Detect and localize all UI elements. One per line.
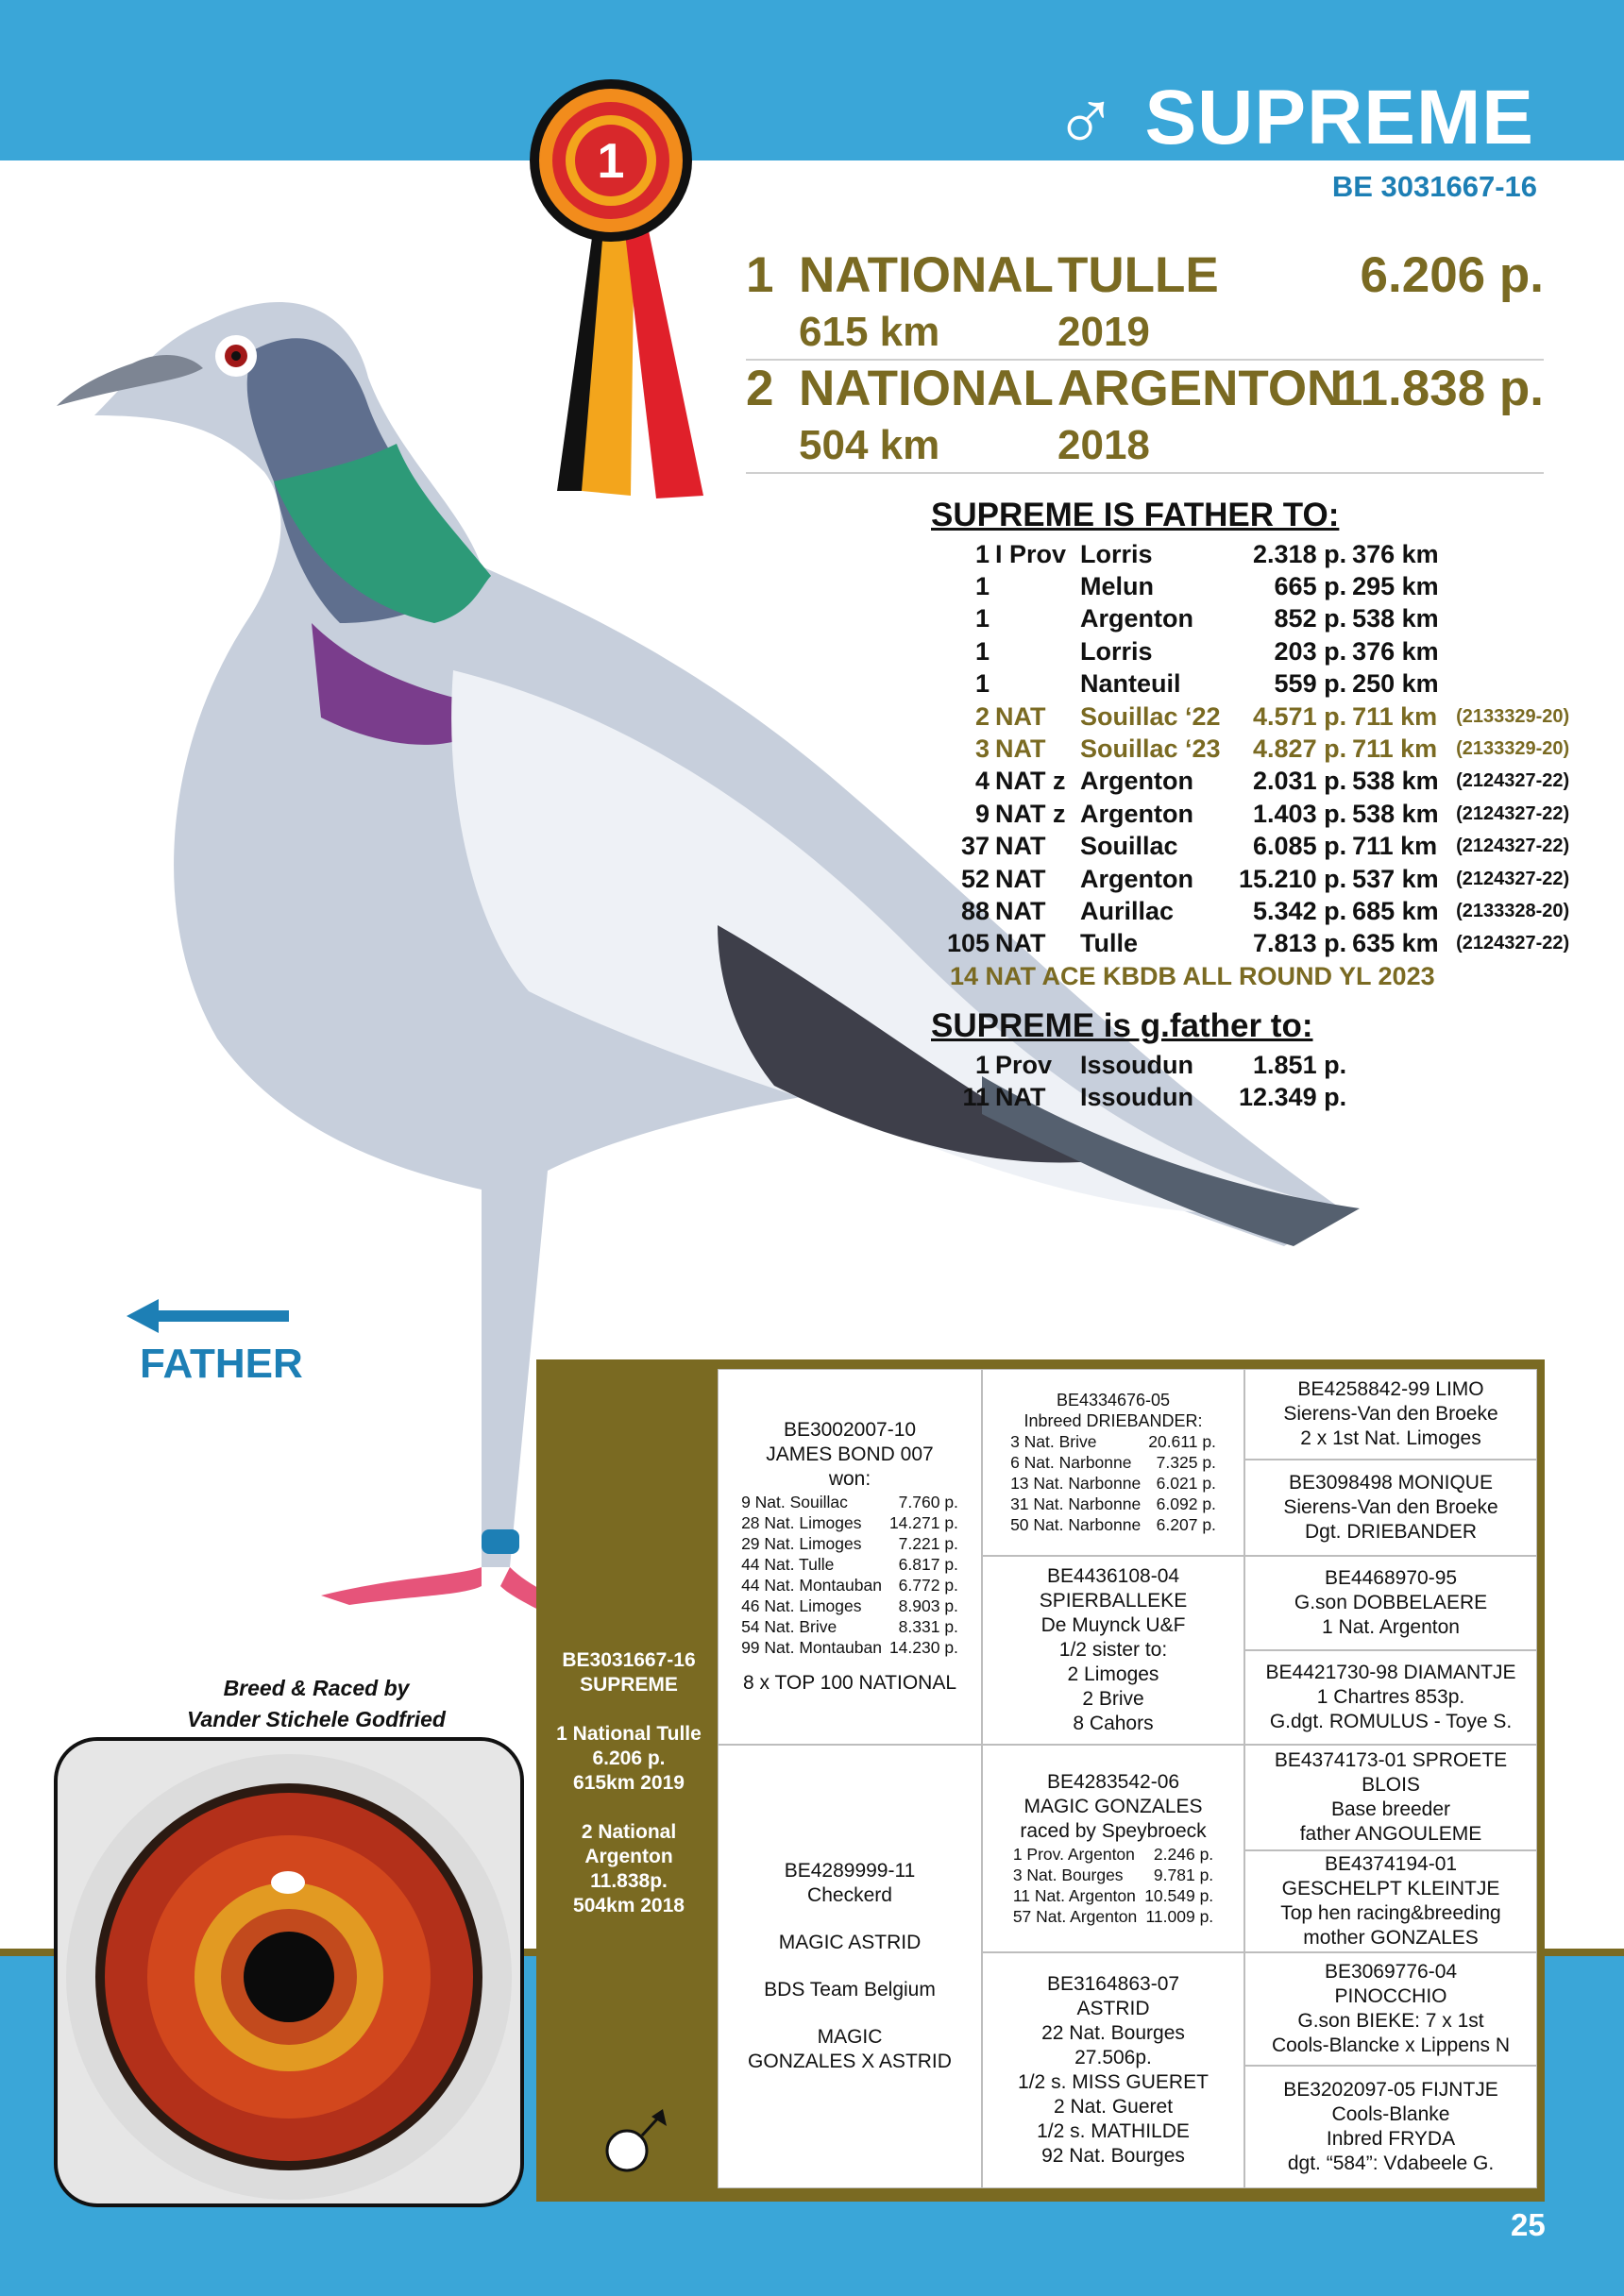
result-rank: 37 xyxy=(960,832,990,861)
pedigree-line: Dgt. DRIEBANDER xyxy=(1304,1521,1478,1543)
pedigree-result-race: 29 Nat. Limoges xyxy=(741,1534,862,1553)
pedigree-result-points: 8.903 p. xyxy=(898,1596,958,1615)
result-ring xyxy=(1456,570,1575,602)
subject-line xyxy=(546,1796,712,1820)
pedigree-line: De Muynck U&F xyxy=(1040,1614,1186,1636)
male-icon xyxy=(604,2103,670,2173)
gfather-rank: 1 xyxy=(974,1050,990,1079)
result-row xyxy=(944,603,1575,635)
pedigree-result-race: 54 Nat. Brive xyxy=(741,1617,837,1636)
result-rank: 1 xyxy=(974,636,990,666)
result-points: 4.571 p. xyxy=(1253,701,1347,731)
result-km: 250 km xyxy=(1352,669,1439,699)
pedigree-line: MAGIC ASTRID xyxy=(778,1932,922,1953)
gfather-rank: 11 xyxy=(962,1083,990,1112)
pedigree-result-points: 14.271 p. xyxy=(888,1513,958,1532)
result-rank: 2 xyxy=(974,701,990,731)
pedigree-line: G.son BIEKE: 7 x 1st xyxy=(1297,2010,1484,2032)
eye-image xyxy=(58,1741,520,2203)
pedigree-line: 92 Nat. Bourges xyxy=(1041,2145,1185,2167)
pedigree-sire-sire: BE4334676-05 Inbreed DRIEBANDER: 3 Nat. Brive 20.611 p. 6 Nat. Narbonne 7.325 p. 13 Nat. Narbonne 6.021 p. 31 Nat. Narbonne 6.092 p. 50 Nat. Narbonne 6.207 p. xyxy=(982,1369,1244,1556)
male-symbol-icon: ♂ xyxy=(1053,70,1119,166)
pedigree-line: ASTRID xyxy=(1076,1998,1150,2019)
pedigree-result-race: 9 Nat. Souillac xyxy=(741,1493,848,1511)
result-points: 15.210 p. xyxy=(1239,864,1347,893)
result-points: 665 p. xyxy=(1274,572,1347,601)
pedigree-line: mother GONZALES xyxy=(1303,1927,1479,1949)
result-ring: (2124327-22) xyxy=(1456,770,1570,792)
result-ring: (2133329-20) xyxy=(1456,705,1570,727)
pedigree-line: MAGIC xyxy=(817,2026,883,2048)
result-ring: (2124327-22) xyxy=(1456,802,1570,824)
pedigree-line: BE4468970-95 xyxy=(1324,1567,1458,1589)
result-row xyxy=(944,733,1575,765)
result-row xyxy=(944,928,1575,960)
pedigree-line: Cools-Blancke x Lippens N xyxy=(1271,2034,1511,2056)
subject-line: 615km 2019 xyxy=(573,1772,685,1794)
pedigree-result-points: 6.092 p. xyxy=(1156,1494,1216,1513)
gfather-race: Issoudun xyxy=(1080,1083,1193,1112)
highlight-row-2: 2 NATIONAL ARGENTON 11.838 p. xyxy=(746,361,1544,416)
subject-line: BE3031667-16 xyxy=(562,1649,696,1671)
pedigree-line: 22 Nat. Bourges xyxy=(1041,2022,1185,2044)
pedigree-result-points: 10.549 p. xyxy=(1144,1886,1214,1905)
result-km: 537 km xyxy=(1352,864,1439,893)
result-row xyxy=(944,895,1575,927)
pedigree-line: Inbred FRYDA xyxy=(1326,2128,1456,2150)
gfather-row xyxy=(944,1081,1352,1113)
result-race: Aurillac xyxy=(1080,896,1175,925)
highlight-row-1: 1 NATIONAL TULLE 6.206 p. xyxy=(746,247,1544,303)
result-points: 2.318 p. xyxy=(1253,539,1347,568)
gfather-points: 12.349 p. xyxy=(1239,1083,1347,1112)
pedigree-result-points: 2.246 p. xyxy=(1153,1845,1214,1864)
pedigree-sss xyxy=(1244,1369,1537,1460)
result-ring: (2124327-22) xyxy=(1456,933,1570,954)
result-points: 2.031 p. xyxy=(1253,767,1347,796)
subject-line: 2 National xyxy=(581,1821,677,1843)
pedigree-line: Sierens-Van den Broeke xyxy=(1283,1496,1498,1518)
result-rank: 1 xyxy=(974,669,990,699)
pedigree-line: BE3164863-07 xyxy=(1046,1973,1180,1995)
pedigree-result-points: 14.230 p. xyxy=(888,1638,958,1657)
pedigree-result-row xyxy=(1007,1452,1220,1473)
result-race: Argenton xyxy=(1080,767,1193,796)
pedigree-result-race: 6 Nat. Narbonne xyxy=(1010,1453,1132,1472)
pedigree-line: Base breeder xyxy=(1330,1798,1451,1820)
pedigree-result-race: 50 Nat. Narbonne xyxy=(1010,1515,1142,1534)
result-level: NAT z xyxy=(995,799,1066,828)
sire-results xyxy=(737,1492,962,1658)
pedigree-result-points: 6.207 p. xyxy=(1156,1515,1216,1534)
result-race: Argenton xyxy=(1080,604,1193,633)
result-race: Souillac xyxy=(1080,832,1178,861)
pedigree-result-race: 99 Nat. Montauban xyxy=(741,1638,882,1657)
pedigree-line: G.son DOBBELAERE xyxy=(1294,1592,1488,1613)
result-km: 376 km xyxy=(1352,539,1439,568)
pedigree-result-points: 7.221 p. xyxy=(898,1534,958,1553)
result-ring xyxy=(1456,538,1575,570)
result-row xyxy=(944,538,1575,570)
pedigree-ddd xyxy=(1244,2066,1537,2188)
pedigree-line: GESCHELPT KLEINTJE xyxy=(1281,1878,1500,1899)
pedigree-line: 1/2 sister to: xyxy=(1058,1639,1168,1661)
pedigree-result-race: 3 Nat. Brive xyxy=(1010,1432,1097,1451)
result-level: NAT xyxy=(995,929,1046,958)
pedigree-result-race: 46 Nat. Limoges xyxy=(741,1596,862,1615)
result-ring xyxy=(1456,668,1575,701)
father-heading: SUPREME IS FATHER TO: xyxy=(931,497,1340,533)
result-level: NAT xyxy=(995,832,1046,861)
pedigree-line: BE4258842-99 LIMO xyxy=(1297,1378,1484,1400)
result-race: Lorris xyxy=(1080,636,1153,666)
subject-line: SUPREME xyxy=(580,1674,678,1696)
subject-line xyxy=(546,1697,712,1722)
pedigree-result-row xyxy=(1007,1473,1220,1494)
pedigree-ssd xyxy=(1244,1460,1537,1556)
result-row xyxy=(944,570,1575,602)
result-rank: 1 xyxy=(974,572,990,601)
pedigree-line: 27.506p. xyxy=(1074,2047,1152,2068)
subject-line: 1 National Tulle xyxy=(556,1723,702,1745)
result-level: NAT xyxy=(995,864,1046,893)
pedigree-result-row xyxy=(1007,1431,1220,1452)
pedigree-line: BDS Team Belgium xyxy=(764,1979,936,2001)
result-points: 203 p. xyxy=(1274,636,1347,666)
result-race: Argenton xyxy=(1080,799,1193,828)
pedigree-result-points: 8.331 p. xyxy=(898,1617,958,1636)
pedigree-dss xyxy=(1244,1745,1537,1850)
pedigree-dam xyxy=(718,1745,982,2188)
result-level: I Prov xyxy=(995,539,1067,568)
pedigree-result-row xyxy=(737,1492,962,1512)
pedigree-result-row xyxy=(737,1554,962,1575)
gfather-points: 1.851 p. xyxy=(1253,1050,1347,1079)
pedigree-dds xyxy=(1244,1952,1537,2066)
result-ring: (2124327-22) xyxy=(1456,836,1570,857)
pedigree-sire-dam xyxy=(982,1556,1244,1745)
pedigree-line: Cools-Blanke xyxy=(1331,2103,1450,2125)
pedigree-line: BE3098498 MONIQUE xyxy=(1289,1472,1493,1494)
pedigree-result-race: 44 Nat. Montauban xyxy=(741,1576,882,1595)
subject-line: 11.838p. xyxy=(590,1870,668,1892)
highlight-row-2-detail: 504 km 2018 xyxy=(799,422,1150,468)
result-level: NAT xyxy=(995,734,1046,764)
result-race: Argenton xyxy=(1080,864,1193,893)
subject-line: 6.206 p. xyxy=(592,1747,666,1769)
pedigree-sds xyxy=(1244,1556,1537,1650)
result-points: 852 p. xyxy=(1274,604,1347,633)
pedigree-result-row xyxy=(737,1616,962,1637)
eye-photo xyxy=(54,1737,524,2207)
result-points: 559 p. xyxy=(1274,669,1347,699)
result-km: 538 km xyxy=(1352,767,1439,796)
pedigree-result-row xyxy=(737,1595,962,1616)
result-km: 711 km xyxy=(1352,734,1438,764)
result-level xyxy=(995,570,1080,602)
pedigree-result-race: 44 Nat. Tulle xyxy=(741,1555,835,1574)
result-rank: 88 xyxy=(960,896,990,925)
pedigree-sire: BE3002007-10 JAMES BOND 007 won: 9 Nat. Souillac 7.760 p. 28 Nat. Limoges 14.271 p. 29 Nat. Limoges 7.221 p. 44 Nat. Tulle 6.817 p. 44 Nat. Montauban 6.772 p. 46 Nat. Limoges 8.903 p. 54 Nat. Brive 8.331 p. 99 Nat. Montauban 14.230 p. 8 x TOP 100 NATIONAL xyxy=(718,1369,982,1745)
result-race: Melun xyxy=(1080,572,1154,601)
pedigree-result-race: 11 Nat. Argenton xyxy=(1012,1886,1136,1905)
subject-line: Argenton xyxy=(584,1846,673,1867)
result-km: 538 km xyxy=(1352,799,1439,828)
result-km: 538 km xyxy=(1352,604,1439,633)
result-level xyxy=(995,635,1080,667)
pedigree-result-race: 31 Nat. Narbonne xyxy=(1010,1494,1142,1513)
gfather-level: Prov xyxy=(995,1050,1053,1079)
pedigree-line: BE4421730-98 DIAMANTJE xyxy=(1265,1662,1516,1683)
pedigree-result-race: 1 Prov. Argenton xyxy=(1012,1845,1135,1864)
gfather-row xyxy=(944,1049,1352,1081)
result-level: NAT z xyxy=(995,767,1066,796)
pedigree-result-race: 57 Nat. Argenton xyxy=(1012,1907,1138,1926)
result-km: 635 km xyxy=(1352,929,1439,958)
pedigree-line: BE4436108-04 xyxy=(1046,1565,1180,1587)
pedigree-result-row xyxy=(737,1533,962,1554)
pedigree-result-row xyxy=(1009,1906,1217,1927)
result-km: 711 km xyxy=(1352,701,1438,731)
result-rank: 52 xyxy=(960,864,990,893)
pedigree-result-race: 3 Nat. Bourges xyxy=(1012,1866,1124,1884)
pedigree-result-row xyxy=(1007,1494,1220,1514)
pedigree-line: BE4374173-01 SPROETE BLOIS xyxy=(1274,1749,1508,1796)
left-arrow-icon xyxy=(127,1299,293,1333)
ace-line: 14 NAT ACE KBDB ALL ROUND YL 2023 xyxy=(950,962,1435,991)
gfather-heading: SUPREME is g.father to: xyxy=(931,1007,1313,1045)
result-level xyxy=(995,668,1080,701)
pedigree-result-points: 20.611 p. xyxy=(1148,1432,1216,1451)
result-points: 1.403 p. xyxy=(1253,799,1347,828)
pedigree-result-race: 13 Nat. Narbonne xyxy=(1010,1474,1142,1493)
result-points: 6.085 p. xyxy=(1253,832,1347,861)
pedigree-sdd xyxy=(1244,1650,1537,1745)
pedigree-chart xyxy=(718,1369,1537,2188)
result-row xyxy=(944,635,1575,667)
pedigree-result-points: 6.772 p. xyxy=(898,1576,958,1595)
page-number: 25 xyxy=(1511,2207,1546,2242)
pedigree-line: Checkerd xyxy=(807,1884,892,1906)
result-km: 295 km xyxy=(1352,572,1439,601)
result-row xyxy=(944,831,1575,863)
pedigree-dam-dam xyxy=(982,1952,1244,2188)
result-row xyxy=(944,798,1575,830)
gfather-race: Issoudun xyxy=(1080,1050,1193,1079)
result-race: Souillac ‘22 xyxy=(1080,701,1221,731)
pedigree-result-points: 6.021 p. xyxy=(1156,1474,1216,1493)
result-km: 376 km xyxy=(1352,636,1439,666)
pedigree-result-row xyxy=(1007,1514,1220,1535)
pedigree-dsd xyxy=(1244,1850,1537,1952)
result-points: 4.827 p. xyxy=(1253,734,1347,764)
pigeon-name: SUPREME xyxy=(1144,75,1534,160)
pedigree-line: 1 Nat. Argenton xyxy=(1322,1616,1460,1638)
father-section xyxy=(931,497,1575,1114)
result-points: 7.813 p. xyxy=(1253,929,1347,958)
pedigree-line: 1/2 s. MISS GUERET xyxy=(1018,2071,1209,2093)
pedigree-result-row xyxy=(737,1512,962,1533)
father-label: FATHER xyxy=(140,1341,303,1387)
pedigree-line: G.dgt. ROMULUS - Toye S. xyxy=(1269,1711,1513,1732)
ring-number: BE 3031667-16 xyxy=(1331,170,1537,203)
pedigree-line: 2 Limoges xyxy=(1067,1663,1159,1685)
result-row xyxy=(944,668,1575,701)
pedigree-line: BE4289999-11 xyxy=(784,1860,916,1882)
father-results-table xyxy=(944,538,1575,960)
pedigree-dam-sire: BE4283542-06 MAGIC GONZALES raced by Speybroeck 1 Prov. Argenton 2.246 p. 3 Nat. Bourges 9.781 p. 11 Nat. Argenton 10.549 p. 57 Nat. Argenton 11.009 p. xyxy=(982,1745,1244,1952)
pedigree-line: PINOCCHIO xyxy=(1334,1985,1447,2007)
pedigree-subject xyxy=(546,1648,712,1918)
result-ring xyxy=(1456,635,1575,667)
result-level xyxy=(995,603,1080,635)
result-ring xyxy=(1456,603,1575,635)
result-ring: (2133329-20) xyxy=(1456,738,1570,760)
ss-results xyxy=(1007,1431,1220,1535)
result-points: 5.342 p. xyxy=(1253,896,1347,925)
pedigree-line: BE3069776-04 xyxy=(1324,1961,1458,1983)
pedigree-result-points: 7.325 p. xyxy=(1156,1453,1216,1472)
result-level: NAT xyxy=(995,896,1046,925)
result-race: Lorris xyxy=(1080,539,1153,568)
result-row xyxy=(944,766,1575,798)
pedigree-line: dgt. “584”: Vdabeele G. xyxy=(1287,2152,1495,2174)
pedigree-result-row xyxy=(737,1575,962,1595)
breeder-credit: Breed & Raced by Vander Stichele Godfried xyxy=(187,1676,446,1731)
subject-line: 504km 2018 xyxy=(573,1895,685,1916)
pedigree-result-row xyxy=(1009,1885,1217,1906)
pedigree-line: 8 Cahors xyxy=(1073,1713,1154,1734)
result-rank: 1 xyxy=(974,604,990,633)
result-rank: 1 xyxy=(974,539,990,568)
pedigree-line: BE4374194-01 xyxy=(1324,1853,1458,1875)
result-km: 685 km xyxy=(1352,896,1439,925)
pedigree-line: 2 Brive xyxy=(1082,1688,1144,1710)
pedigree-line: 1/2 s. MATHILDE xyxy=(1037,2120,1190,2142)
pedigree-line: father ANGOULEME xyxy=(1299,1823,1482,1845)
result-race: Souillac ‘23 xyxy=(1080,734,1221,764)
result-rank: 3 xyxy=(974,734,990,764)
result-ring: (2133328-20) xyxy=(1456,900,1570,921)
result-ring: (2124327-22) xyxy=(1456,868,1570,889)
pedigree-line: 1 Chartres 853p. xyxy=(1316,1686,1465,1708)
pedigree-result-row xyxy=(1009,1865,1217,1885)
ds-results xyxy=(1009,1844,1217,1927)
pedigree-line: Sierens-Van den Broeke xyxy=(1283,1403,1498,1425)
rosette-number: 1 xyxy=(597,134,625,189)
pedigree-result-points: 11.009 p. xyxy=(1145,1907,1214,1926)
pedigree-line: 2 Nat. Gueret xyxy=(1053,2096,1174,2118)
highlight-row-1-detail: 615 km 2019 xyxy=(799,309,1150,355)
result-race: Tulle xyxy=(1080,929,1139,958)
result-rank: 9 xyxy=(974,799,990,828)
pedigree-result-race: 28 Nat. Limoges xyxy=(741,1513,862,1532)
title-block xyxy=(1053,71,1534,165)
pedigree-result-row xyxy=(1009,1844,1217,1865)
result-level: NAT xyxy=(995,701,1046,731)
gfather-level: NAT xyxy=(995,1083,1046,1112)
result-row xyxy=(944,863,1575,895)
pedigree-result-points: 6.817 p. xyxy=(898,1555,958,1574)
pedigree-line: 2 x 1st Nat. Limoges xyxy=(1300,1427,1481,1449)
pedigree-line: GONZALES X ASTRID xyxy=(748,2051,952,2072)
pedigree-line: BE3202097-05 FIJNTJE xyxy=(1283,2079,1498,2101)
pedigree-result-points: 7.760 p. xyxy=(898,1493,958,1511)
pedigree-result-points: 9.781 p. xyxy=(1153,1866,1214,1884)
result-row xyxy=(944,701,1575,733)
result-km: 711 km xyxy=(1352,832,1438,861)
result-rank: 4 xyxy=(974,767,990,796)
result-race: Nanteuil xyxy=(1080,669,1181,699)
pedigree-line: SPIERBALLEKE xyxy=(1039,1590,1188,1612)
result-rank: 105 xyxy=(946,929,990,958)
pedigree-line: Top hen racing&breeding xyxy=(1280,1902,1501,1924)
gfather-results-table xyxy=(944,1049,1352,1114)
pedigree-result-row xyxy=(737,1637,962,1658)
